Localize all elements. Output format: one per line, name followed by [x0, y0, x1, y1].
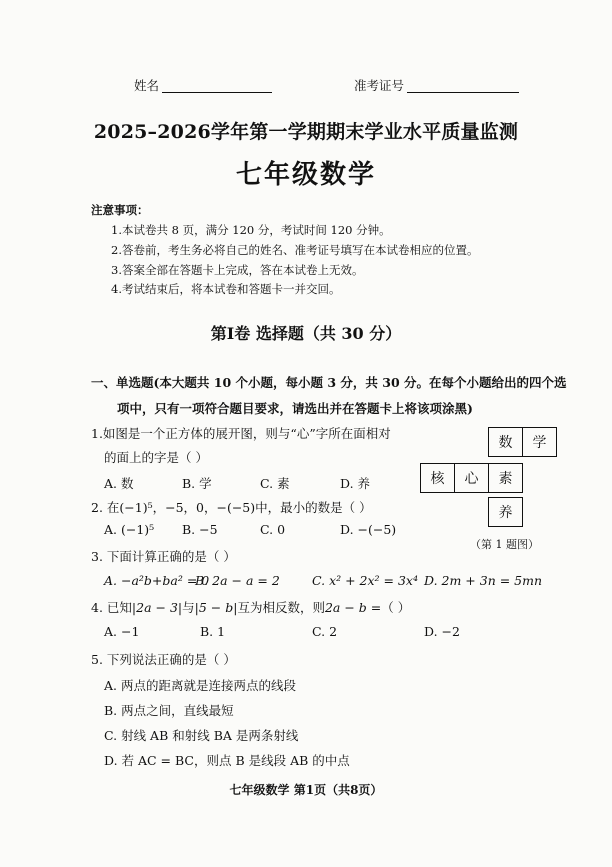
q4-option-c[interactable]: C. 2	[312, 624, 338, 639]
part1-instructions-line2: 项中，只有一项符合题目要求，请选出并在答题卡上将该项涂黑)	[117, 401, 473, 416]
q4-stem-suffix: 互为相反数，则	[237, 600, 325, 615]
q2-stem-suffix: 中，最小的数是（ ）	[255, 500, 372, 515]
net-cell: 核	[420, 463, 455, 493]
q3-option-b[interactable]: B. 2a − a = 2	[195, 573, 280, 588]
name-label: 姓名	[134, 78, 160, 93]
q4-option-a[interactable]: A. −1	[104, 624, 140, 639]
net-cell: 心	[454, 463, 489, 493]
q4-stem	[91, 598, 410, 616]
q4-blank: （ ）	[381, 600, 411, 615]
note-item: 3.答案全部在答题卡上完成，答在本试卷上无效。	[111, 263, 364, 277]
q1-option-a[interactable]: A. 数	[104, 476, 134, 491]
q3-option-c[interactable]: C. x² + 2x² = 3x⁴	[312, 573, 418, 588]
note-item: 2.答卷前，考生务必将自己的姓名、准考证号填写在本试卷相应的位置。	[111, 243, 479, 257]
exam-id-label: 准考证号	[354, 78, 405, 93]
q5-option-c[interactable]: C. 射线 AB 和射线 BA 是两条射线	[104, 728, 299, 743]
part1-instructions-line1: 一、单选题(本大题共 10 个小题，每小题 3 分，共 30 分。在每个小题给出的四个选	[91, 375, 567, 390]
q4-option-b[interactable]: B. 1	[200, 624, 226, 639]
q2-option-d[interactable]: D. −(−5)	[340, 522, 397, 537]
q2-option-c[interactable]: C. 0	[260, 522, 286, 537]
net-cell: 养	[488, 497, 523, 527]
subject-title: 七年级数学	[235, 160, 376, 190]
q4-option-d[interactable]: D. −2	[424, 624, 460, 639]
q4-stem-prefix: 4. 已知	[91, 600, 132, 615]
q5-option-b[interactable]: B. 两点之间，直线最短	[104, 703, 234, 718]
figure-caption: （第 1 题图）	[470, 538, 539, 551]
page-footer: 七年级数学 第1页（共8页）	[229, 783, 383, 797]
q5-stem: 5. 下列说法正确的是（ ）	[91, 652, 236, 667]
name-fill-line[interactable]	[162, 92, 272, 93]
q4-mid: 与	[182, 600, 195, 615]
q1-stem-line1: 1.如图是一个正方体的展开图，则与“心”字所在面相对	[91, 426, 391, 441]
q3-option-a[interactable]: A. −a²b+ba² = 0	[104, 573, 210, 588]
note-item: 1.本试卷共 8 页，满分 120 分，考试时间 120 分钟。	[111, 223, 391, 237]
q2-stem-prefix: 2. 在	[91, 500, 120, 515]
q5-option-d[interactable]: D. 若 AC = BC，则点 B 是线段 AB 的中点	[104, 753, 350, 768]
net-cell: 学	[522, 427, 557, 457]
exam-id-fill-line[interactable]	[407, 92, 519, 93]
q1-stem-line2: 的面上的字是（ ）	[104, 450, 208, 465]
q1-option-d[interactable]: D. 养	[340, 476, 371, 491]
q4-expr1: |2a − 3|	[131, 600, 183, 615]
q1-option-b[interactable]: B. 学	[182, 476, 212, 491]
q4-expr3: 2a − b =	[324, 600, 382, 615]
net-cell: 素	[488, 463, 523, 493]
q2-stem-list: (−1)⁵，−5，0，−(−5)	[119, 500, 256, 515]
notes-heading: 注意事项：	[91, 203, 149, 217]
q2-option-a[interactable]: A. (−1)⁵	[104, 522, 155, 537]
q3-option-d[interactable]: D. 2m + 3n = 5mn	[424, 573, 543, 588]
net-cell: 数	[488, 427, 523, 457]
q2-option-b[interactable]: B. −5	[182, 522, 218, 537]
q5-option-a[interactable]: A. 两点的距离就是连接两点的线段	[104, 678, 296, 693]
q2-stem	[91, 498, 372, 516]
section-title: 第Ⅰ卷 选择题（共 30 分）	[210, 324, 402, 343]
q1-option-c[interactable]: C. 素	[260, 476, 290, 491]
q3-stem: 3. 下面计算正确的是（ ）	[91, 549, 236, 564]
exam-title: 2025–2026学年第一学期期末学业水平质量监测	[93, 121, 519, 143]
q4-expr2: |5 − b|	[194, 600, 238, 615]
note-item: 4.考试结束后，将本试卷和答题卡一并交回。	[111, 282, 341, 296]
